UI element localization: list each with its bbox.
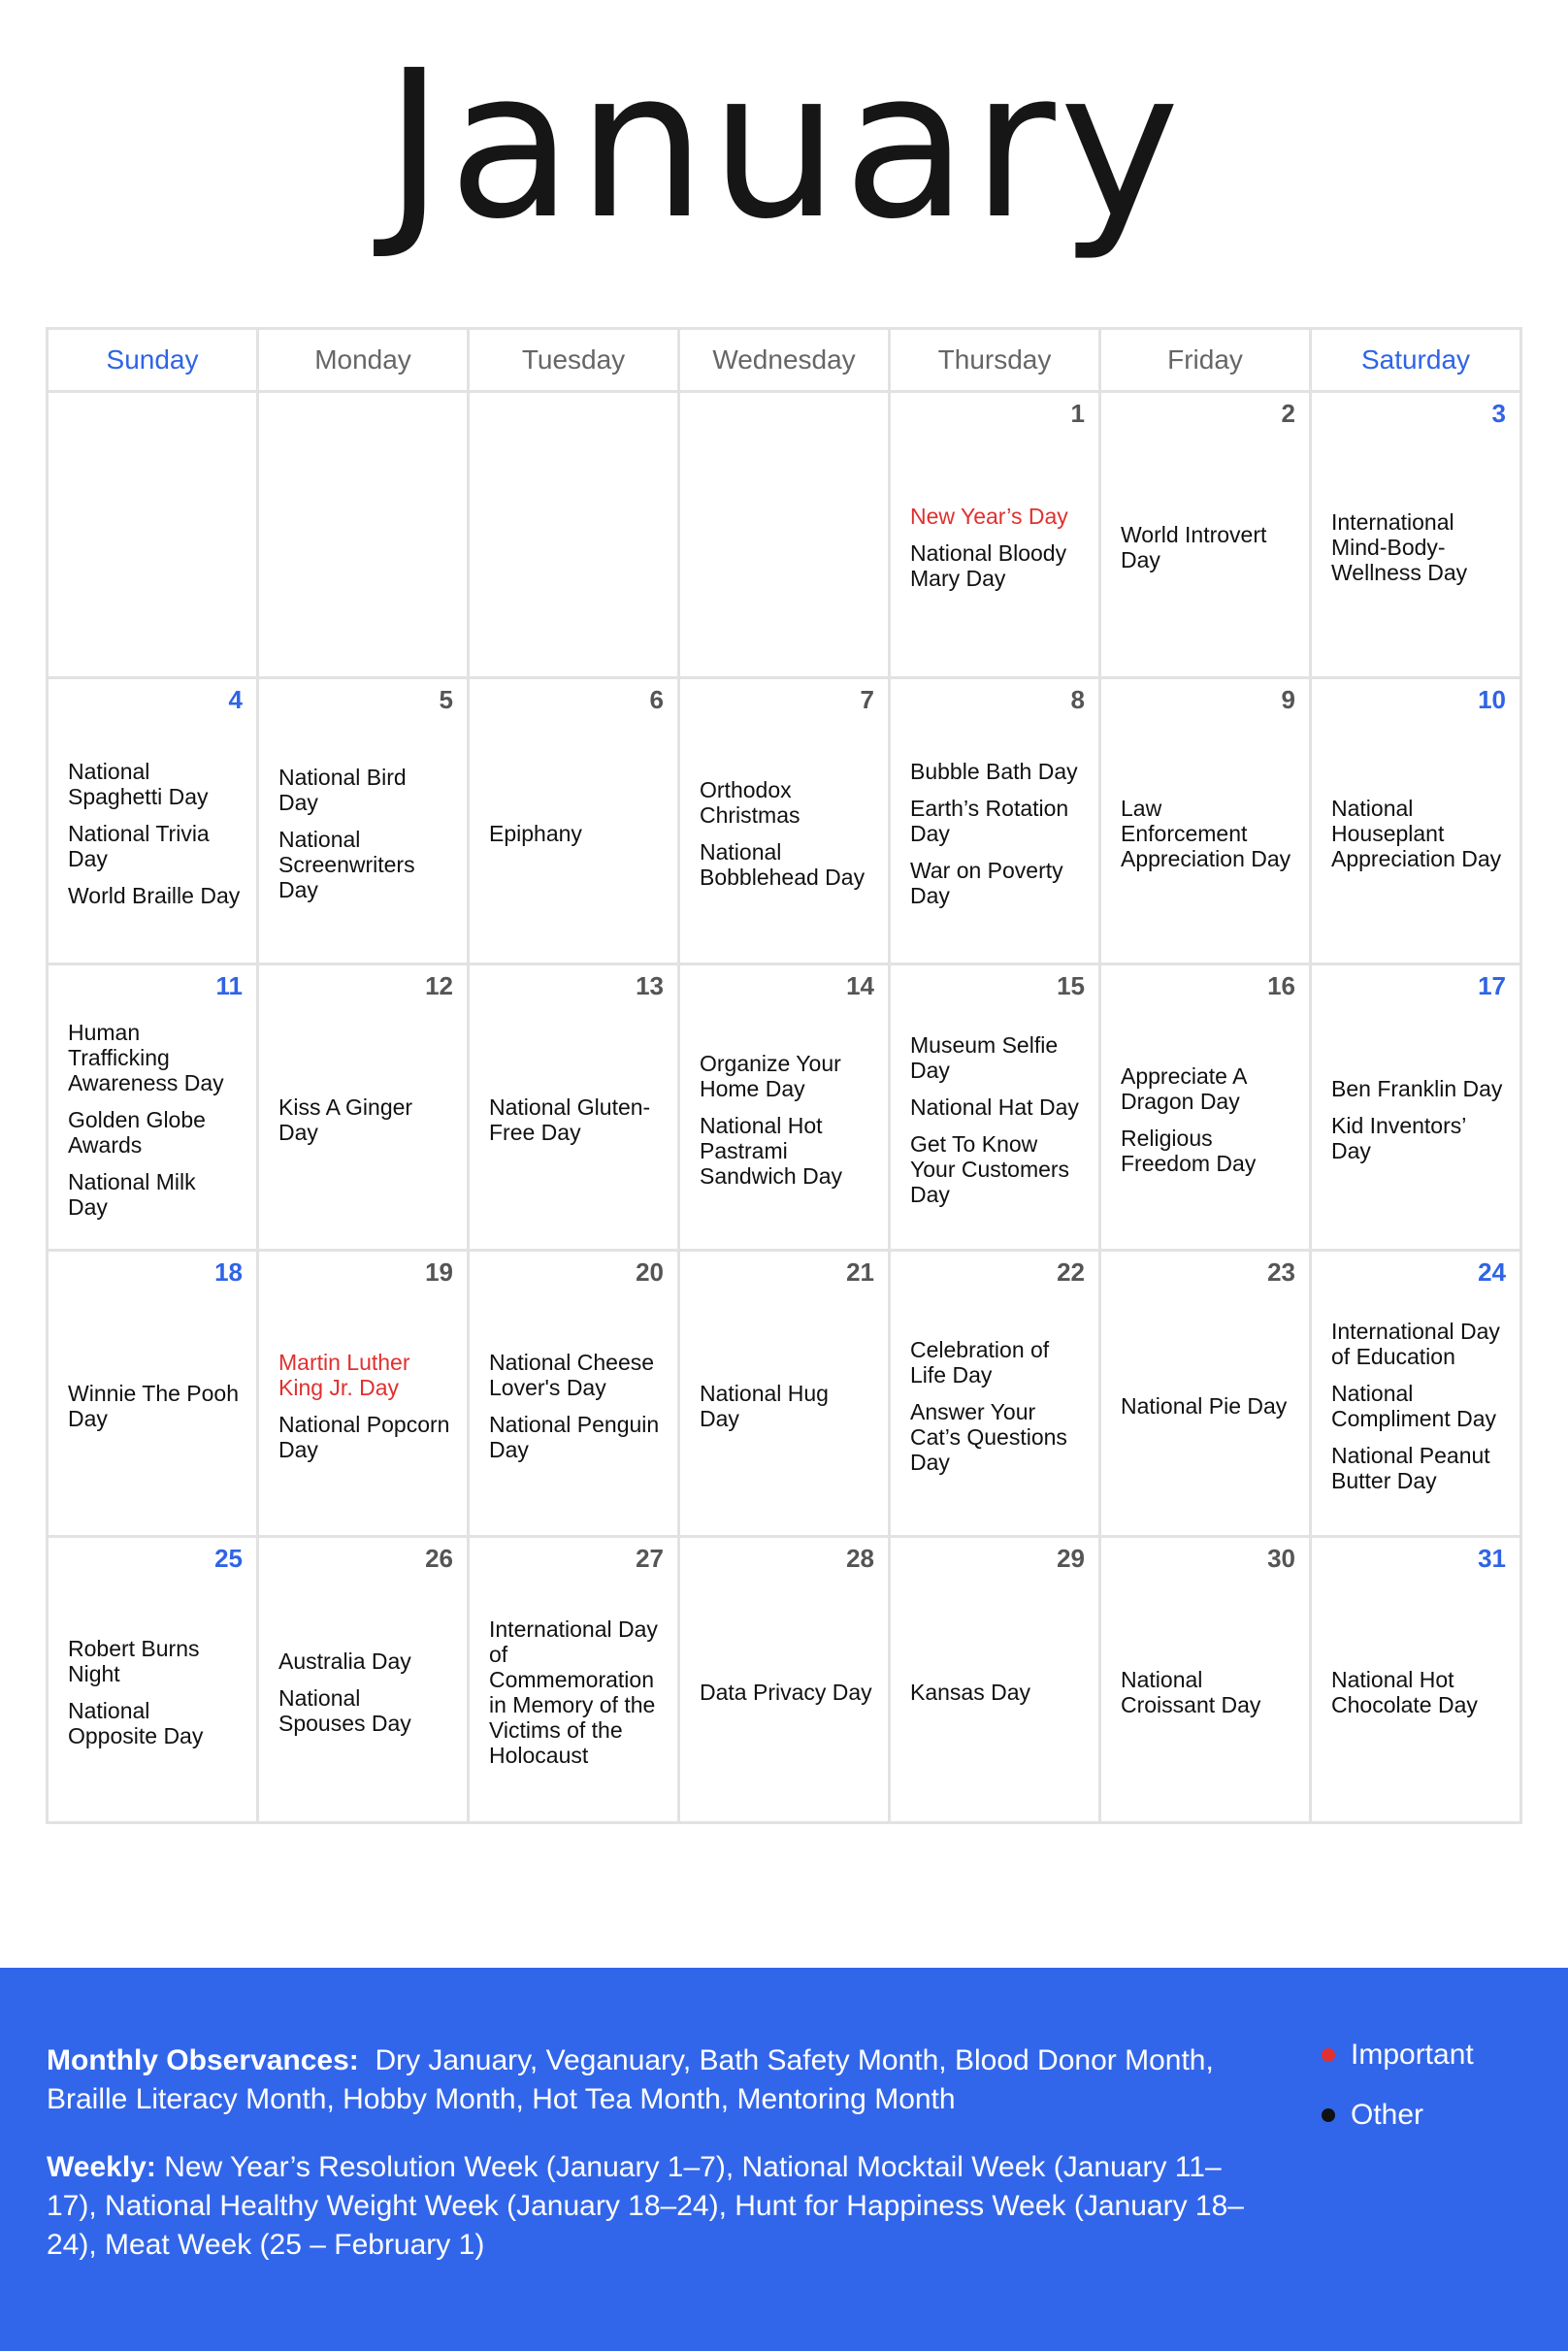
- day-cell-25: [48, 1537, 258, 1823]
- event-item: Appreciate A Dragon Day: [1121, 1063, 1247, 1114]
- day-cell-12: [258, 964, 469, 1251]
- day-number: 20: [636, 1257, 664, 1287]
- event-item: Kansas Day: [910, 1680, 1031, 1705]
- day-cell-29: [890, 1537, 1100, 1823]
- footer-panel: [0, 1968, 1568, 2351]
- day-cell-21: [679, 1251, 890, 1537]
- day-number: 14: [846, 971, 874, 1000]
- day-number: 18: [214, 1257, 243, 1287]
- day-cell-26: [258, 1537, 469, 1823]
- day-cell-8: [890, 678, 1100, 964]
- legend-dot-icon: [1322, 2108, 1335, 2122]
- calendar-body: [48, 392, 1521, 1823]
- day-cell-11: [48, 964, 258, 1251]
- event-list: [470, 1311, 677, 1476]
- event-item: Kiss A Ginger Day: [278, 1094, 413, 1145]
- event-item: International Mind-Body-Wellness Day: [1331, 509, 1468, 585]
- weekday-header-row: [48, 329, 1521, 392]
- weekday-thursday: Thursday: [890, 329, 1100, 392]
- empty-day-cell: [258, 392, 469, 678]
- day-number: 6: [649, 685, 664, 714]
- event-list: [891, 994, 1098, 1221]
- event-item: Orthodox Christmas: [700, 777, 800, 828]
- month-title: January: [383, 26, 1185, 264]
- day-number: 3: [1491, 399, 1506, 428]
- event-item: National Bobblehead Day: [700, 839, 866, 890]
- event-list: [1312, 1037, 1519, 1177]
- event-item: National Peanut Butter Day: [1331, 1443, 1490, 1493]
- day-number: 29: [1057, 1544, 1085, 1573]
- legend-label: Other: [1351, 2099, 1424, 2131]
- event-item: National Gluten-Free Day: [489, 1094, 651, 1145]
- day-number: 8: [1070, 685, 1085, 714]
- day-number: 23: [1267, 1257, 1295, 1287]
- event-list: [891, 720, 1098, 922]
- event-item: National Milk Day: [68, 1169, 196, 1220]
- weekday-tuesday: Tuesday: [469, 329, 679, 392]
- event-item: World Introvert Day: [1121, 522, 1267, 572]
- day-number: 21: [846, 1257, 874, 1287]
- day-cell-16: [1100, 964, 1311, 1251]
- event-item: National Pie Day: [1121, 1393, 1288, 1419]
- event-item: International Day of Education: [1331, 1319, 1500, 1369]
- event-list: [49, 981, 256, 1233]
- event-item: National Bird Day: [278, 765, 407, 815]
- calendar-grid: [46, 327, 1522, 1824]
- event-item: National Spaghetti Day: [68, 759, 209, 809]
- day-number: 13: [636, 971, 664, 1000]
- weekday-saturday: Saturday: [1311, 329, 1521, 392]
- event-item: National Croissant Day: [1121, 1667, 1261, 1717]
- event-item: National Bloody Mary Day: [910, 540, 1067, 591]
- empty-day-cell: [469, 392, 679, 678]
- event-item: National Opposite Day: [68, 1698, 204, 1748]
- event-list: [891, 465, 1098, 604]
- event-item: Museum Selfie Day: [910, 1032, 1059, 1083]
- event-list: [49, 1342, 256, 1445]
- event-list: [259, 1610, 467, 1749]
- event-item: National Compliment Day: [1331, 1381, 1496, 1431]
- day-number: 16: [1267, 971, 1295, 1000]
- important-event: Martin Luther King Jr. Day: [278, 1350, 410, 1400]
- event-item: War on Poverty Day: [910, 858, 1063, 908]
- weekday-monday: Monday: [258, 329, 469, 392]
- day-cell-2: [1100, 392, 1311, 678]
- event-item: Get To Know Your Customers Day: [910, 1131, 1070, 1207]
- day-number: 25: [214, 1544, 243, 1573]
- event-item: Law Enforcement Appreciation Day: [1121, 796, 1291, 871]
- event-list: [1101, 757, 1309, 885]
- day-number: 31: [1478, 1544, 1506, 1573]
- day-cell-14: [679, 964, 890, 1251]
- day-number: 1: [1070, 399, 1085, 428]
- event-list: [1101, 1025, 1309, 1190]
- weekday-wednesday: Wednesday: [679, 329, 890, 392]
- day-number: 30: [1267, 1544, 1295, 1573]
- important-event: New Year’s Day: [910, 504, 1068, 529]
- week-row: [48, 1537, 1521, 1823]
- day-number: 19: [425, 1257, 453, 1287]
- day-cell-10: [1311, 678, 1521, 964]
- day-cell-28: [679, 1537, 890, 1823]
- day-number: 22: [1057, 1257, 1085, 1287]
- day-cell-4: [48, 678, 258, 964]
- day-cell-27: [469, 1537, 679, 1823]
- event-list: [680, 738, 888, 903]
- weekly-label: Weekly:: [47, 2151, 156, 2183]
- event-item: Robert Burns Night: [68, 1636, 200, 1686]
- event-list: [49, 720, 256, 922]
- day-cell-31: [1311, 1537, 1521, 1823]
- observances-text: [47, 2041, 1250, 2294]
- day-number: 7: [860, 685, 874, 714]
- day-number: 11: [215, 971, 243, 1000]
- event-list: [1101, 483, 1309, 586]
- event-item: National Hug Day: [700, 1381, 829, 1431]
- event-item: National Trivia Day: [68, 821, 210, 871]
- legend-label: Important: [1351, 2039, 1474, 2071]
- legend-dot-icon: [1322, 2048, 1335, 2062]
- event-item: National Cheese Lover's Day: [489, 1350, 655, 1400]
- event-list: [680, 1342, 888, 1445]
- event-item: Religious Freedom Day: [1121, 1126, 1257, 1176]
- day-cell-17: [1311, 964, 1521, 1251]
- day-cell-3: [1311, 392, 1521, 678]
- weekly-list: New Year’s Resolution Week (January 1–7), National Mocktail Week (January 11–17), National Healthy Weight Week (January 18–24), Hunt for Happiness Week (January 18–24), Meat Week (25 – February 1): [47, 2151, 1244, 2261]
- day-cell-20: [469, 1251, 679, 1537]
- monthly-label: Monthly Observances:: [47, 2044, 359, 2076]
- event-item: Epiphany: [489, 821, 582, 846]
- event-item: Golden Globe Awards: [68, 1107, 206, 1158]
- week-row: [48, 392, 1521, 678]
- event-item: Kid Inventors’ Day: [1331, 1113, 1466, 1163]
- weekday-friday: Friday: [1100, 329, 1311, 392]
- event-list: [891, 1641, 1098, 1718]
- event-item: National Screenwriters Day: [278, 827, 415, 902]
- event-item: Human Trafficking Awareness Day: [68, 1020, 224, 1095]
- day-cell-5: [258, 678, 469, 964]
- day-number: 27: [636, 1544, 664, 1573]
- event-item: Ben Franklin Day: [1331, 1076, 1503, 1101]
- legend-item-important: [1322, 2036, 1474, 2074]
- day-number: 26: [425, 1544, 453, 1573]
- event-item: Bubble Bath Day: [910, 759, 1078, 784]
- day-number: 15: [1057, 971, 1085, 1000]
- monthly-observances: [47, 2041, 1250, 2119]
- day-number: 28: [846, 1544, 874, 1573]
- event-list: [259, 1056, 467, 1159]
- weekly-observances: [47, 2148, 1250, 2265]
- day-number: 17: [1478, 971, 1506, 1000]
- event-list: [259, 1311, 467, 1476]
- event-item: National Spouses Day: [278, 1685, 411, 1736]
- day-number: 4: [228, 685, 243, 714]
- event-item: Organize Your Home Day: [700, 1051, 841, 1101]
- day-number: 24: [1478, 1257, 1506, 1287]
- event-item: National Penguin Day: [489, 1412, 660, 1462]
- day-number: 5: [439, 685, 453, 714]
- day-cell-6: [469, 678, 679, 964]
- day-number: 12: [425, 971, 453, 1000]
- day-cell-23: [1100, 1251, 1311, 1537]
- event-item: National Hot Chocolate Day: [1331, 1667, 1478, 1717]
- event-list: [680, 1641, 888, 1718]
- day-cell-19: [258, 1251, 469, 1537]
- event-list: [891, 1298, 1098, 1488]
- event-item: Earth’s Rotation Day: [910, 796, 1069, 846]
- day-number: 2: [1281, 399, 1295, 428]
- event-list: [259, 726, 467, 916]
- event-list: [1312, 757, 1519, 885]
- week-row: [48, 1251, 1521, 1537]
- empty-day-cell: [679, 392, 890, 678]
- event-list: [49, 1597, 256, 1762]
- event-item: Winnie The Pooh Day: [68, 1381, 240, 1431]
- event-list: [1101, 1355, 1309, 1432]
- event-list: [470, 1056, 677, 1159]
- legend-item-other: [1322, 2096, 1474, 2135]
- day-cell-9: [1100, 678, 1311, 964]
- event-item: National Hat Day: [910, 1094, 1079, 1120]
- event-item: National Houseplant Appreciation Day: [1331, 796, 1502, 871]
- event-item: World Braille Day: [68, 883, 241, 908]
- event-list: [1101, 1628, 1309, 1731]
- day-number: 9: [1281, 685, 1295, 714]
- event-list: [1312, 471, 1519, 599]
- event-item: Celebration of Life Day: [910, 1337, 1050, 1388]
- event-list: [1312, 1628, 1519, 1731]
- day-cell-7: [679, 678, 890, 964]
- day-cell-22: [890, 1251, 1100, 1537]
- event-item: Answer Your Cat’s Questions Day: [910, 1399, 1067, 1475]
- event-list: [470, 782, 677, 860]
- week-row: [48, 964, 1521, 1251]
- event-item: National Hot Pastrami Sandwich Day: [700, 1113, 843, 1189]
- week-row: [48, 678, 1521, 964]
- day-cell-15: [890, 964, 1100, 1251]
- weekday-sunday: Sunday: [48, 329, 258, 392]
- day-cell-13: [469, 964, 679, 1251]
- event-list: [470, 1578, 677, 1781]
- event-item: Australia Day: [278, 1649, 411, 1674]
- day-number: 10: [1478, 685, 1506, 714]
- empty-day-cell: [48, 392, 258, 678]
- day-cell-18: [48, 1251, 258, 1537]
- event-item: International Day of Commemoration in Memory of the Victims of the Holocaust: [489, 1616, 658, 1768]
- day-cell-1: [890, 392, 1100, 678]
- event-item: Data Privacy Day: [700, 1680, 872, 1705]
- event-list: [680, 1012, 888, 1202]
- day-cell-24: [1311, 1251, 1521, 1537]
- day-cell-30: [1100, 1537, 1311, 1823]
- monthly-list: Dry January, Veganuary, Bath Safety Month, Blood Donor Month, Braille Literacy Month, Hobby Month, Hot Tea Month, Mentoring Month: [47, 2044, 1214, 2115]
- event-item: National Popcorn Day: [278, 1412, 450, 1462]
- legend: [1322, 2036, 1474, 2156]
- event-list: [1312, 1280, 1519, 1507]
